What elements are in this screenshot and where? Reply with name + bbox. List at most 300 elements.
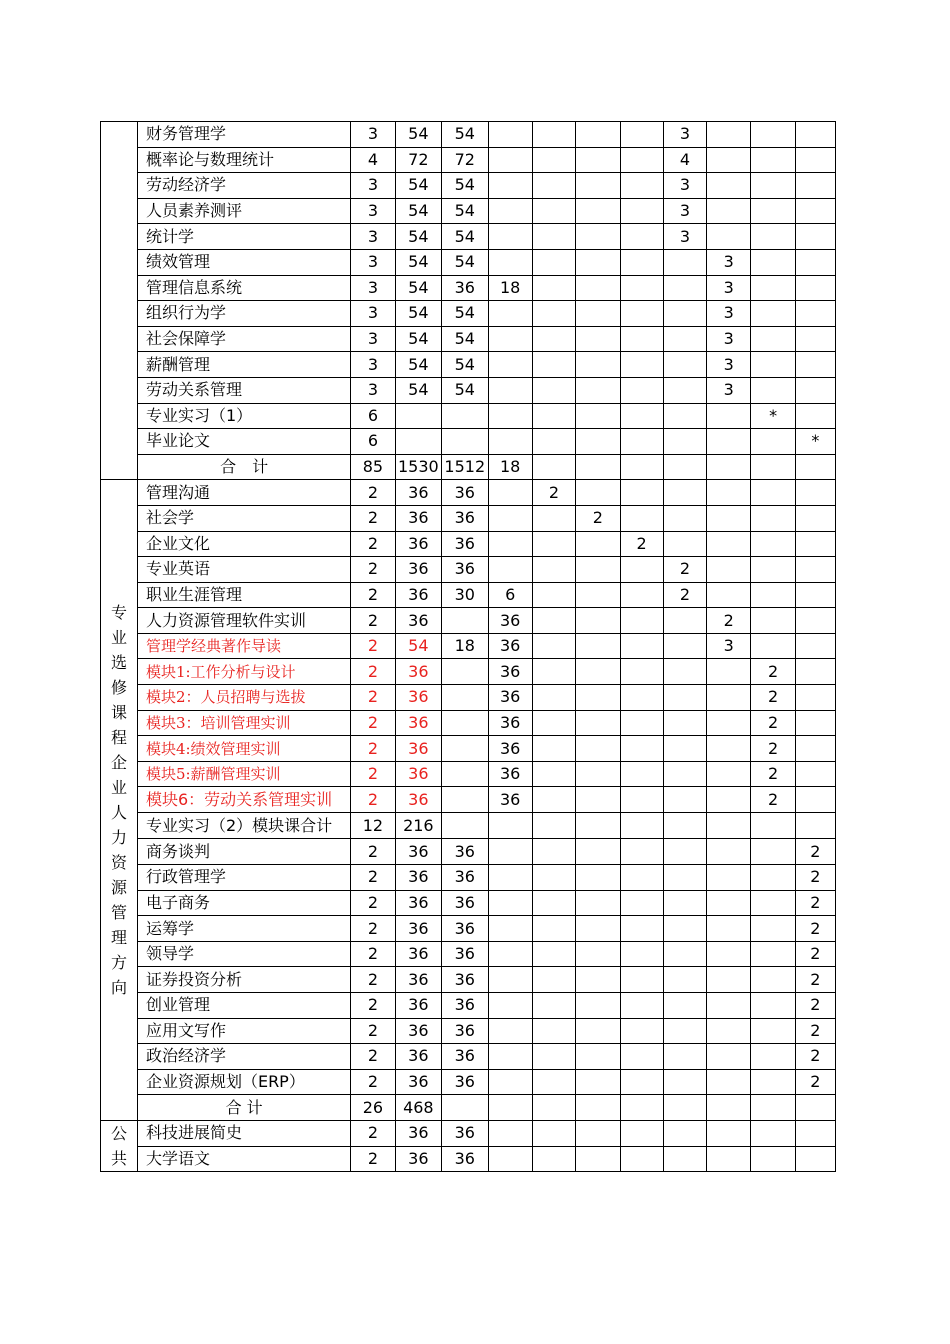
course-name: 模块6：劳动关系管理实训 <box>137 787 350 813</box>
value-cell <box>663 531 706 557</box>
value-cell <box>663 275 706 301</box>
value-cell: 2 <box>751 761 795 787</box>
value-cell <box>442 710 488 736</box>
value-cell <box>795 454 835 480</box>
value-cell: 2 <box>751 736 795 762</box>
value-cell <box>751 147 795 173</box>
value-cell <box>620 480 663 506</box>
value-cell <box>576 967 620 993</box>
course-name: 企业文化 <box>137 531 350 557</box>
value-cell <box>751 839 795 865</box>
table-row <box>101 147 836 173</box>
value-cell: 36 <box>442 1146 488 1172</box>
value-cell <box>532 659 575 685</box>
value-cell <box>795 710 835 736</box>
value-cell <box>707 557 751 583</box>
value-cell <box>707 1044 751 1070</box>
value-cell <box>795 557 835 583</box>
value-cell <box>620 198 663 224</box>
value-cell: 3 <box>351 352 395 378</box>
value-cell <box>663 813 706 839</box>
value-cell: 4 <box>663 147 706 173</box>
table-row <box>101 326 836 352</box>
value-cell <box>795 813 835 839</box>
table-row <box>101 890 836 916</box>
value-cell <box>707 993 751 1019</box>
value-cell: 3 <box>707 275 751 301</box>
value-cell: 2 <box>351 890 395 916</box>
value-cell: 54 <box>442 352 488 378</box>
value-cell: 36 <box>442 1018 488 1044</box>
value-cell <box>532 429 575 455</box>
course-name: 薪酬管理 <box>137 352 350 378</box>
value-cell <box>751 1018 795 1044</box>
value-cell <box>620 890 663 916</box>
value-cell: 468 <box>395 1095 441 1121</box>
value-cell <box>442 813 488 839</box>
value-cell: 36 <box>395 480 441 506</box>
value-cell: 36 <box>395 916 441 942</box>
value-cell <box>620 608 663 634</box>
value-cell <box>620 761 663 787</box>
value-cell: 2 <box>351 531 395 557</box>
value-cell: 36 <box>488 633 532 659</box>
category-label: 专业选修课程企业人力资源管理方向 <box>110 603 127 998</box>
table-row <box>101 249 836 275</box>
course-name: 行政管理学 <box>137 865 350 891</box>
value-cell: 2 <box>351 787 395 813</box>
value-cell: 4 <box>351 147 395 173</box>
value-cell <box>663 993 706 1019</box>
value-cell: 2 <box>351 685 395 711</box>
value-cell <box>532 967 575 993</box>
table-row <box>101 1044 836 1070</box>
course-name: 人员素养测评 <box>137 198 350 224</box>
value-cell: 54 <box>442 173 488 199</box>
value-cell: 3 <box>663 122 706 148</box>
course-name: 社会学 <box>137 505 350 531</box>
value-cell: 36 <box>442 531 488 557</box>
value-cell: 36 <box>395 557 441 583</box>
value-cell <box>395 429 441 455</box>
value-cell <box>795 301 835 327</box>
value-cell <box>707 967 751 993</box>
value-cell <box>795 1095 835 1121</box>
value-cell <box>532 301 575 327</box>
value-cell <box>576 736 620 762</box>
value-cell: 2 <box>351 1120 395 1146</box>
value-cell <box>795 633 835 659</box>
value-cell <box>707 659 751 685</box>
value-cell: 54 <box>395 173 441 199</box>
value-cell <box>795 352 835 378</box>
value-cell: 18 <box>488 454 532 480</box>
value-cell: 36 <box>395 710 441 736</box>
table-row <box>101 608 836 634</box>
value-cell: 36 <box>395 1069 441 1095</box>
value-cell <box>707 890 751 916</box>
value-cell <box>620 505 663 531</box>
value-cell <box>488 377 532 403</box>
value-cell: 36 <box>395 839 441 865</box>
value-cell <box>751 301 795 327</box>
value-cell <box>576 890 620 916</box>
value-cell: 2 <box>795 993 835 1019</box>
value-cell <box>576 608 620 634</box>
value-cell <box>707 147 751 173</box>
table-row <box>101 403 836 429</box>
value-cell: 36 <box>442 865 488 891</box>
value-cell <box>620 582 663 608</box>
value-cell <box>751 993 795 1019</box>
table-row <box>101 1069 836 1095</box>
value-cell <box>707 787 751 813</box>
value-cell <box>795 326 835 352</box>
value-cell <box>795 505 835 531</box>
value-cell: 36 <box>442 1120 488 1146</box>
table-row <box>101 839 836 865</box>
value-cell: 54 <box>395 249 441 275</box>
value-cell: 36 <box>442 941 488 967</box>
value-cell <box>576 122 620 148</box>
value-cell <box>751 454 795 480</box>
value-cell <box>663 377 706 403</box>
value-cell: 2 <box>663 582 706 608</box>
value-cell: 36 <box>442 839 488 865</box>
value-cell: 36 <box>395 659 441 685</box>
value-cell <box>707 839 751 865</box>
value-cell <box>707 761 751 787</box>
value-cell: 6 <box>351 403 395 429</box>
value-cell <box>576 1044 620 1070</box>
value-cell <box>488 1120 532 1146</box>
value-cell: 2 <box>351 941 395 967</box>
value-cell: 36 <box>488 685 532 711</box>
value-cell <box>751 505 795 531</box>
value-cell <box>620 916 663 942</box>
value-cell: 2 <box>751 659 795 685</box>
value-cell <box>532 352 575 378</box>
value-cell <box>488 1018 532 1044</box>
table-row <box>101 967 836 993</box>
value-cell: 3 <box>351 224 395 250</box>
value-cell <box>620 301 663 327</box>
category-cell-2 <box>101 480 138 1121</box>
value-cell <box>663 736 706 762</box>
value-cell <box>663 1146 706 1172</box>
value-cell <box>488 1095 532 1121</box>
value-cell <box>707 505 751 531</box>
value-cell: 3 <box>351 326 395 352</box>
value-cell <box>532 890 575 916</box>
value-cell: 54 <box>442 198 488 224</box>
value-cell: 2 <box>663 557 706 583</box>
value-cell <box>576 173 620 199</box>
value-cell <box>532 505 575 531</box>
value-cell <box>576 403 620 429</box>
value-cell <box>576 147 620 173</box>
value-cell <box>620 224 663 250</box>
value-cell <box>576 1069 620 1095</box>
table-row <box>101 1120 836 1146</box>
value-cell: 36 <box>395 967 441 993</box>
value-cell <box>795 659 835 685</box>
course-name: 领导学 <box>137 941 350 967</box>
value-cell <box>751 377 795 403</box>
value-cell <box>751 1044 795 1070</box>
value-cell: 36 <box>395 736 441 762</box>
value-cell <box>576 1018 620 1044</box>
value-cell <box>532 454 575 480</box>
table-row <box>101 505 836 531</box>
value-cell <box>442 403 488 429</box>
table-row <box>101 480 836 506</box>
value-cell <box>751 916 795 942</box>
value-cell <box>532 608 575 634</box>
value-cell <box>707 454 751 480</box>
value-cell <box>532 787 575 813</box>
value-cell <box>532 173 575 199</box>
value-cell: 36 <box>395 993 441 1019</box>
value-cell <box>532 685 575 711</box>
value-cell: 36 <box>395 1018 441 1044</box>
value-cell <box>663 685 706 711</box>
value-cell <box>795 685 835 711</box>
table-row <box>101 659 836 685</box>
value-cell <box>532 1146 575 1172</box>
value-cell <box>488 147 532 173</box>
value-cell <box>620 865 663 891</box>
course-name: 专业英语 <box>137 557 350 583</box>
value-cell <box>620 993 663 1019</box>
value-cell <box>751 557 795 583</box>
value-cell <box>620 633 663 659</box>
value-cell <box>663 890 706 916</box>
value-cell <box>663 916 706 942</box>
value-cell: 2 <box>351 505 395 531</box>
value-cell <box>442 787 488 813</box>
value-cell <box>576 1146 620 1172</box>
value-cell <box>620 1069 663 1095</box>
value-cell: 2 <box>351 736 395 762</box>
value-cell: 6 <box>351 429 395 455</box>
value-cell <box>663 403 706 429</box>
category-cell-1 <box>101 122 138 480</box>
value-cell <box>663 454 706 480</box>
value-cell <box>488 480 532 506</box>
total-row <box>101 454 836 480</box>
value-cell: 54 <box>442 377 488 403</box>
value-cell <box>532 993 575 1019</box>
value-cell <box>620 941 663 967</box>
value-cell <box>488 224 532 250</box>
value-cell <box>751 1095 795 1121</box>
value-cell <box>707 480 751 506</box>
value-cell <box>620 147 663 173</box>
value-cell <box>751 224 795 250</box>
value-cell <box>576 710 620 736</box>
value-cell <box>663 839 706 865</box>
value-cell <box>707 198 751 224</box>
value-cell <box>576 429 620 455</box>
value-cell <box>751 967 795 993</box>
value-cell: 2 <box>620 531 663 557</box>
value-cell <box>620 1044 663 1070</box>
value-cell <box>488 122 532 148</box>
value-cell: 2 <box>351 1018 395 1044</box>
course-name: 劳动关系管理 <box>137 377 350 403</box>
value-cell: 36 <box>442 505 488 531</box>
value-cell: 36 <box>395 890 441 916</box>
value-cell <box>663 967 706 993</box>
value-cell <box>532 557 575 583</box>
value-cell: 36 <box>442 557 488 583</box>
value-cell <box>751 480 795 506</box>
value-cell: 36 <box>395 608 441 634</box>
value-cell <box>488 301 532 327</box>
value-cell <box>576 377 620 403</box>
value-cell: 2 <box>795 865 835 891</box>
value-cell: 3 <box>663 173 706 199</box>
value-cell: 2 <box>532 480 575 506</box>
value-cell: 2 <box>795 941 835 967</box>
value-cell: 36 <box>488 608 532 634</box>
value-cell <box>532 1095 575 1121</box>
value-cell: 54 <box>442 326 488 352</box>
course-name: 组织行为学 <box>137 301 350 327</box>
value-cell <box>488 198 532 224</box>
value-cell <box>751 122 795 148</box>
value-cell <box>663 659 706 685</box>
value-cell <box>751 249 795 275</box>
value-cell <box>620 787 663 813</box>
value-cell <box>707 1095 751 1121</box>
value-cell: 36 <box>442 890 488 916</box>
value-cell <box>707 224 751 250</box>
course-name: 专业实习（1） <box>137 403 350 429</box>
value-cell <box>795 224 835 250</box>
value-cell <box>707 1120 751 1146</box>
value-cell <box>442 608 488 634</box>
course-name: 企业资源规划（ERP） <box>137 1069 350 1095</box>
table-row <box>101 787 836 813</box>
value-cell <box>620 122 663 148</box>
value-cell <box>751 173 795 199</box>
value-cell: 3 <box>707 326 751 352</box>
value-cell: 30 <box>442 582 488 608</box>
value-cell <box>488 173 532 199</box>
value-cell <box>707 173 751 199</box>
value-cell: 2 <box>351 967 395 993</box>
value-cell <box>751 352 795 378</box>
value-cell: 36 <box>442 1044 488 1070</box>
value-cell <box>576 839 620 865</box>
value-cell: 3 <box>351 377 395 403</box>
value-cell: 36 <box>442 967 488 993</box>
value-cell <box>576 993 620 1019</box>
value-cell: 54 <box>442 249 488 275</box>
value-cell <box>532 761 575 787</box>
value-cell: 54 <box>395 326 441 352</box>
value-cell <box>488 352 532 378</box>
value-cell: 3 <box>707 249 751 275</box>
value-cell <box>707 865 751 891</box>
value-cell: 36 <box>488 761 532 787</box>
value-cell: 2 <box>795 890 835 916</box>
value-cell <box>663 710 706 736</box>
value-cell: 3 <box>707 377 751 403</box>
course-name: 管理信息系统 <box>137 275 350 301</box>
course-name: 模块1:工作分析与设计 <box>137 659 350 685</box>
value-cell <box>488 839 532 865</box>
value-cell <box>751 941 795 967</box>
course-name: 社会保障学 <box>137 326 350 352</box>
value-cell <box>663 1069 706 1095</box>
course-name: 电子商务 <box>137 890 350 916</box>
course-name: 运筹学 <box>137 916 350 942</box>
value-cell <box>488 941 532 967</box>
value-cell: 54 <box>395 352 441 378</box>
value-cell: 36 <box>395 1120 441 1146</box>
value-cell: 36 <box>395 865 441 891</box>
value-cell <box>620 1095 663 1121</box>
value-cell <box>532 916 575 942</box>
value-cell <box>576 1095 620 1121</box>
value-cell <box>620 352 663 378</box>
value-cell <box>532 633 575 659</box>
value-cell: 36 <box>395 1146 441 1172</box>
course-name: 绩效管理 <box>137 249 350 275</box>
category-label: 公共 <box>110 1124 127 1169</box>
table-row <box>101 275 836 301</box>
value-cell <box>576 352 620 378</box>
total-label: 合 计 <box>137 454 350 480</box>
value-cell <box>576 633 620 659</box>
value-cell <box>751 1069 795 1095</box>
value-cell <box>620 1146 663 1172</box>
value-cell <box>488 557 532 583</box>
value-cell <box>576 916 620 942</box>
course-name: 模块5:薪酬管理实训 <box>137 761 350 787</box>
value-cell <box>532 1120 575 1146</box>
value-cell: 36 <box>395 761 441 787</box>
value-cell <box>663 787 706 813</box>
value-cell: 2 <box>351 839 395 865</box>
course-name: 大学语文 <box>137 1146 350 1172</box>
table-row <box>101 173 836 199</box>
value-cell <box>663 1044 706 1070</box>
table-row <box>101 993 836 1019</box>
value-cell <box>795 582 835 608</box>
value-cell <box>663 1018 706 1044</box>
value-cell <box>576 787 620 813</box>
total-label: 合 计 <box>137 1095 350 1121</box>
value-cell: 2 <box>576 505 620 531</box>
value-cell: 18 <box>442 633 488 659</box>
course-schedule-table <box>100 121 836 1172</box>
total-row <box>101 1095 836 1121</box>
value-cell: 2 <box>351 1146 395 1172</box>
value-cell <box>576 326 620 352</box>
value-cell <box>442 1095 488 1121</box>
value-cell: 2 <box>795 1069 835 1095</box>
course-name: 管理沟通 <box>137 480 350 506</box>
value-cell <box>576 198 620 224</box>
value-cell: 54 <box>442 224 488 250</box>
value-cell: 2 <box>751 710 795 736</box>
value-cell: 216 <box>395 813 441 839</box>
value-cell: 1530 <box>395 454 441 480</box>
